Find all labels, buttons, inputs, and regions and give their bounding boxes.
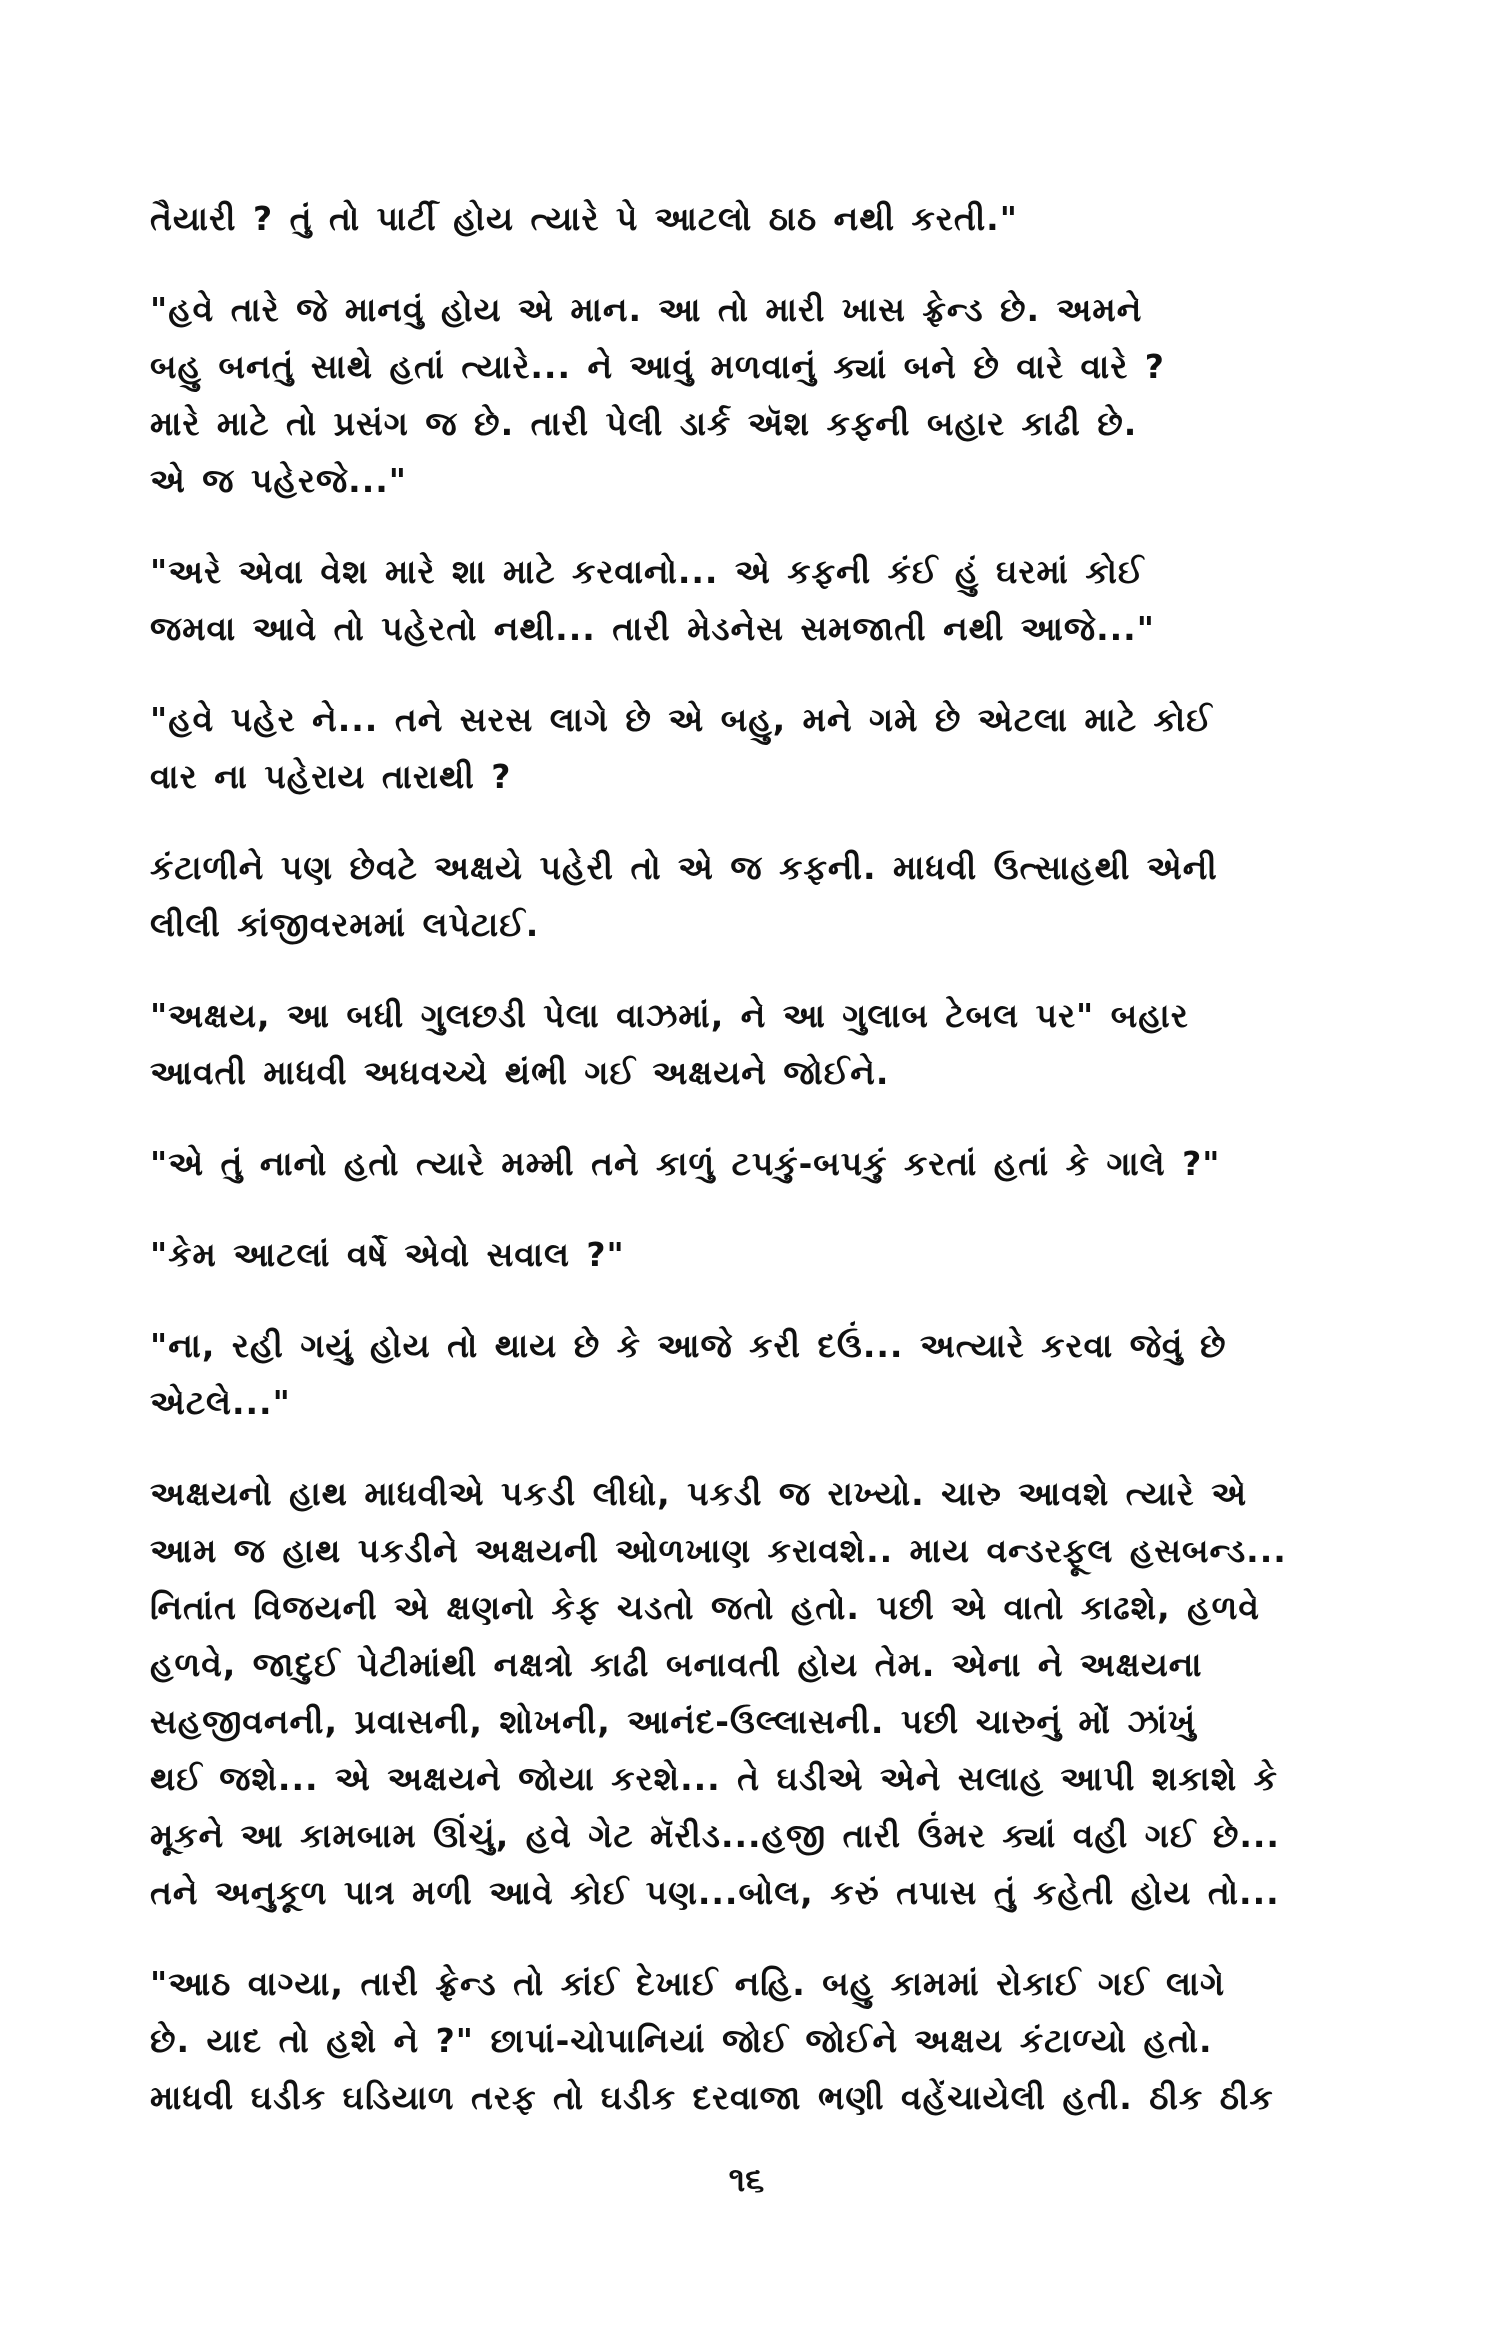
text-line: "ના, રહી ગયું હોય તો થાય છે કે આજે કરી દઉં... અત્યારે કરવા જેવું છે (150, 1326, 1227, 1365)
text-line: "અક્ષય, આ બધી ગુલછડી પેલા વાઝમાં, ને આ ગુલાબ ટેબલ પર" બહાર (150, 996, 1189, 1035)
text-line: "આઠ વાગ્યા, તારી ફ્રેન્ડ તો કાંઈ દેખાઈ નહિ. બહુ કામમાં રોકાઈ ગઈ લાગે (150, 1964, 1226, 2003)
text-line: માધવી ઘડીક ઘડિયાળ તરફ તો ઘડીક દરવાજા ભણી વહેંચાયેલી હતી. ઠીક ઠીક (150, 2078, 1274, 2117)
text-line: "કેમ આટલાં વર્ષે એવો સવાલ ?" (150, 1235, 625, 1274)
text-line: "અરે એવા વેશ મારે શા માટે કરવાનો... એ કફની કંઈ હું ઘરમાં કોઈ (150, 552, 1145, 591)
paragraph (150, 1465, 1350, 1921)
paragraph (150, 190, 1350, 247)
page-number: ૧૬ (728, 2160, 765, 2200)
text-line: "એ તું નાનો હતો ત્યારે મમ્મી તને કાળું ટપકું-બપકું કરતાં હતાં કે ગાલે ?" (150, 1144, 1221, 1183)
text-line: મૂકને આ કામબામ ઊંચું, હવે ગેટ મૅરીડ...હજી તારી ઉંમર ક્યાં વહી ગઈ છે... (150, 1816, 1280, 1855)
text-line: મારે માટે તો પ્રસંગ જ છે. તારી પેલી ડાર્ક ઍશ કફની બહાર કાઢી છે. (150, 404, 1138, 443)
paragraph (150, 543, 1350, 657)
text-line: નિતાંત વિજયની એ ક્ષણનો કેફ ચડતો જતો હતો. પછી એ વાતો કાઢશે, હળવે (150, 1588, 1260, 1627)
text-line: લીલી કાંજીવરમમાં લપેટાઈ. (150, 905, 540, 944)
paragraph (150, 1135, 1350, 1192)
text-line: સહજીવનની, પ્રવાસની, શોખની, આનંદ-ઉલ્લાસની. પછી ચારુનું મોં ઝાંખું (150, 1702, 1197, 1741)
text-line: કંટાળીને પણ છેવટે અક્ષયે પહેરી તો એ જ કફની. માધવી ઉત્સાહથી એની (150, 848, 1218, 887)
text-line: "હવે પહેર ને... તને સરસ લાગે છે એ બહુ, મને ગમે છે એટલા માટે કોઈ (150, 700, 1213, 739)
text-line: અક્ષયનો હાથ માધવીએ પકડી લીધો, પકડી જ રાખ્યો. ચારુ આવશે ત્યારે એ (150, 1474, 1248, 1513)
text-line: બહુ બનતું સાથે હતાં ત્યારે... ને આવું મળવાનું ક્યાં બને છે વારે વારે ? (150, 347, 1165, 386)
paragraph (150, 1955, 1350, 2126)
paragraph (150, 839, 1350, 953)
paragraph (150, 691, 1350, 805)
body-text (150, 190, 1350, 2160)
text-line: આવતી માધવી અધવચ્ચે થંભી ગઈ અક્ષયને જોઈને. (150, 1053, 890, 1092)
paragraph (150, 1317, 1350, 1431)
text-line: તને અનુકૂળ પાત્ર મળી આવે કોઈ પણ...બોલ, કરું તપાસ તું કહેતી હોય તો... (150, 1873, 1280, 1912)
paragraph (150, 987, 1350, 1101)
text-line: આમ જ હાથ પકડીને અક્ષયની ઓળખાણ કરાવશે.. માય વન્ડરફૂલ હસબન્ડ... (150, 1531, 1287, 1570)
text-line: એ જ પહેરજે..." (150, 461, 407, 500)
text-line: થઈ જશે... એ અક્ષયને જોયા કરશે... તે ઘડીએ એને સલાહ આપી શકાશે કે (150, 1759, 1278, 1798)
text-line: જમવા આવે તો પહેરતો નથી... તારી મેડનેસ સમજાતી નથી આજે..." (150, 609, 1155, 648)
text-line: "હવે તારે જે માનવું હોય એ માન. આ તો મારી ખાસ ફ્રેન્ડ છે. અમને (150, 290, 1143, 329)
text-line: હળવે, જાદુઈ પેટીમાંથી નક્ષત્રો કાઢી બનાવતી હોય તેમ. એના ને અક્ષયના (150, 1645, 1203, 1684)
text-line: એટલે..." (150, 1383, 291, 1422)
text-line: વાર ના પહેરાય તારાથી ? (150, 757, 512, 796)
text-line: છે. યાદ તો હશે ને ?" છાપાં-ચોપાનિયાં જોઈ જોઈને અક્ષય કંટાળ્યો હતો. (150, 2021, 1213, 2060)
paragraph (150, 1226, 1350, 1283)
text-line: તૈયારી ? તું તો પાર્ટી હોય ત્યારે પે આટલો ઠાઠ નથી કરતી." (150, 199, 1018, 238)
paragraph (150, 281, 1350, 509)
